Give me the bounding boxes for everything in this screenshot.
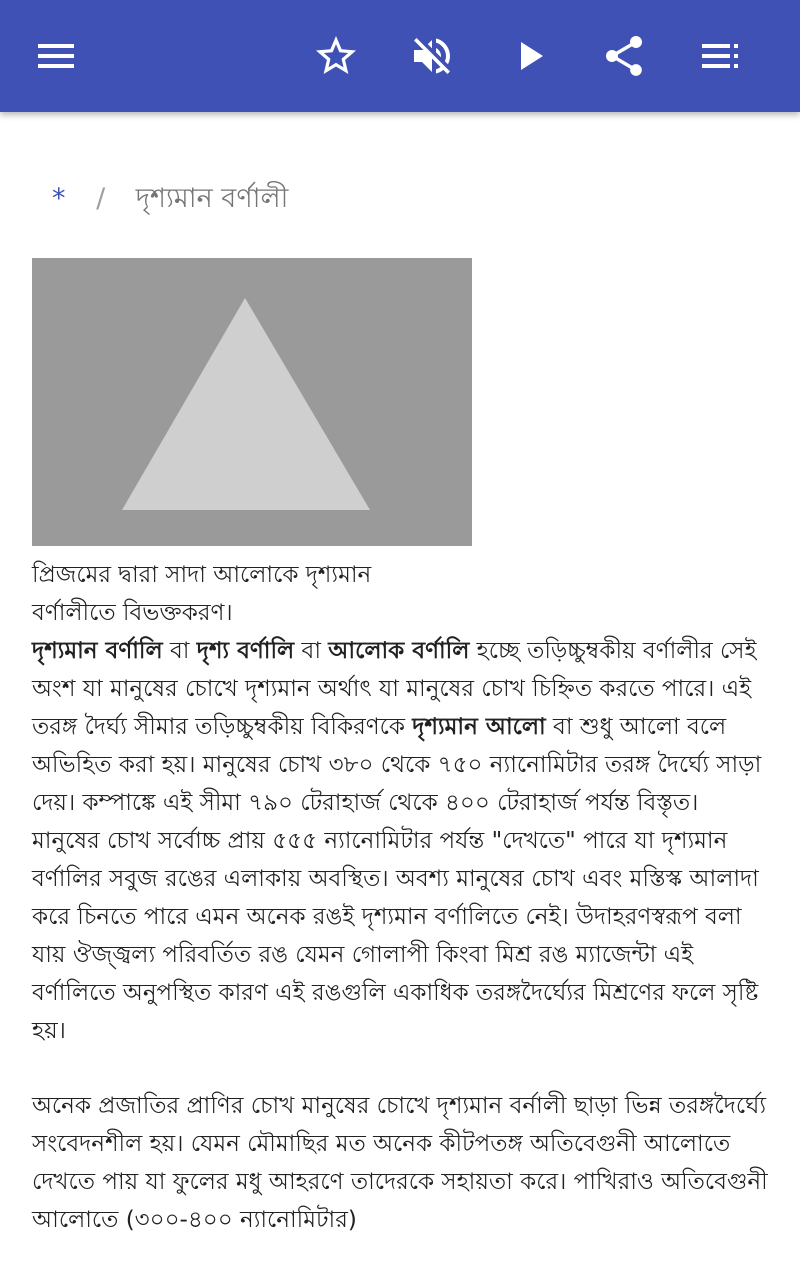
bold-term: দৃশ্য বর্ণালি bbox=[196, 638, 295, 664]
bookmark-button[interactable] bbox=[304, 24, 368, 88]
article-body bbox=[32, 632, 772, 1239]
breadcrumb-home-link[interactable]: * bbox=[52, 183, 66, 214]
bold-term: আলোক বর্ণালি bbox=[328, 638, 470, 664]
text-span: বা bbox=[162, 638, 197, 664]
breadcrumb-current: দৃশ্যমান বর্ণালী bbox=[135, 183, 289, 214]
volume-off-icon bbox=[408, 32, 456, 80]
menu-icon bbox=[32, 32, 80, 80]
article-image[interactable] bbox=[32, 258, 472, 546]
article-paragraph bbox=[32, 632, 772, 1050]
article-paragraph: অনেক প্রজাতির প্রাণির চোখ মানুষের চোখে দৃশ্যমান বর্নালী ছাড়া ভিন্ন তরঙ্গদৈর্ঘ্যে সংবেদনশীল হয়। যেমন মৌমাছির মত অনেক কীটপতঙ্গ অতিবেগুনী আলোতে দেখতে পায় যা ফুলের মধু আহরণে তাদেরকে সহায়তা করে। পাখিরাও অতিবেগুনী আলোতে (৩০০-৪০০ ন্যানোমিটার) bbox=[32, 1093, 768, 1233]
breadcrumb-separator: / bbox=[96, 183, 106, 214]
star-outline-icon bbox=[312, 32, 360, 80]
image-placeholder-icon bbox=[32, 258, 472, 546]
text-span: বা bbox=[294, 638, 329, 664]
breadcrumb bbox=[52, 178, 288, 223]
play-icon bbox=[505, 32, 553, 80]
share-button[interactable] bbox=[592, 24, 656, 88]
playlist-icon bbox=[696, 32, 744, 80]
menu-button[interactable] bbox=[24, 24, 88, 88]
play-button[interactable] bbox=[497, 24, 561, 88]
bold-term: দৃশ্যমান বর্ণালি bbox=[32, 638, 163, 664]
image-caption: প্রিজমের দ্বারা সাদা আলোকে দৃশ্যমান বর্ণালীতে বিভক্তকরণ। bbox=[32, 562, 372, 626]
mute-button[interactable] bbox=[400, 24, 464, 88]
app-bar bbox=[0, 0, 800, 112]
toc-button[interactable] bbox=[688, 24, 752, 88]
share-icon bbox=[600, 32, 648, 80]
text-span: হচ্ছে তড়িচ্চুম্বকীয় বর্ণালীর সেই অংশ যা মানুষের চোখে দৃশ্যমান অর্থাৎ যা মানুষের চোখ চিহ্নিত করতে পারে। এই তরঙ্গ দৈর্ঘ্য সীমার তড়িচ্চুম্বকীয় বিকিরণকে bbox=[32, 638, 757, 740]
text-span: বা শুধু আলো বলে অভিহিত করা হয়। মানুষের চোখ ৩৮০ থেকে ৭৫০ ন্যানোমিটার তরঙ্গ দৈর্ঘ্যে সাড়া দেয়। কম্পাঙ্কে এই সীমা ৭৯০ টেরাহার্জ থেকে ৪০০ টেরাহার্জ পর্যন্ত বিস্তৃত। মানুষের চোখ সর্বোচ্চ প্রায় ৫৫৫ ন্যানোমিটার পর্যন্ত "দেখতে" পারে যা দৃশ্যমান বর্ণালির সবুজ রঙের এলাকায় অবস্থিত। অবশ্য মানুষের চোখ এবং মস্তিস্ক আলাদা করে চিনতে পারে এমন অনেক রঙই দৃশ্যমান বর্ণালিতে নেই। উদাহরণস্বরূপ বলা যায় ঔজ্জ্বল্য পরিবর্তিত রঙ যেমন গোলাপী কিংবা মিশ্র রঙ ম্যাজেন্টা এই বর্ণালিতে অনুপস্থিত কারণ এই রঙগুলি একাধিক তরঙ্গদৈর্ঘ্যের মিশ্রণের ফলে সৃষ্টি হয়। bbox=[32, 714, 762, 1044]
bold-term: দৃশ্যমান আলো bbox=[412, 714, 546, 740]
